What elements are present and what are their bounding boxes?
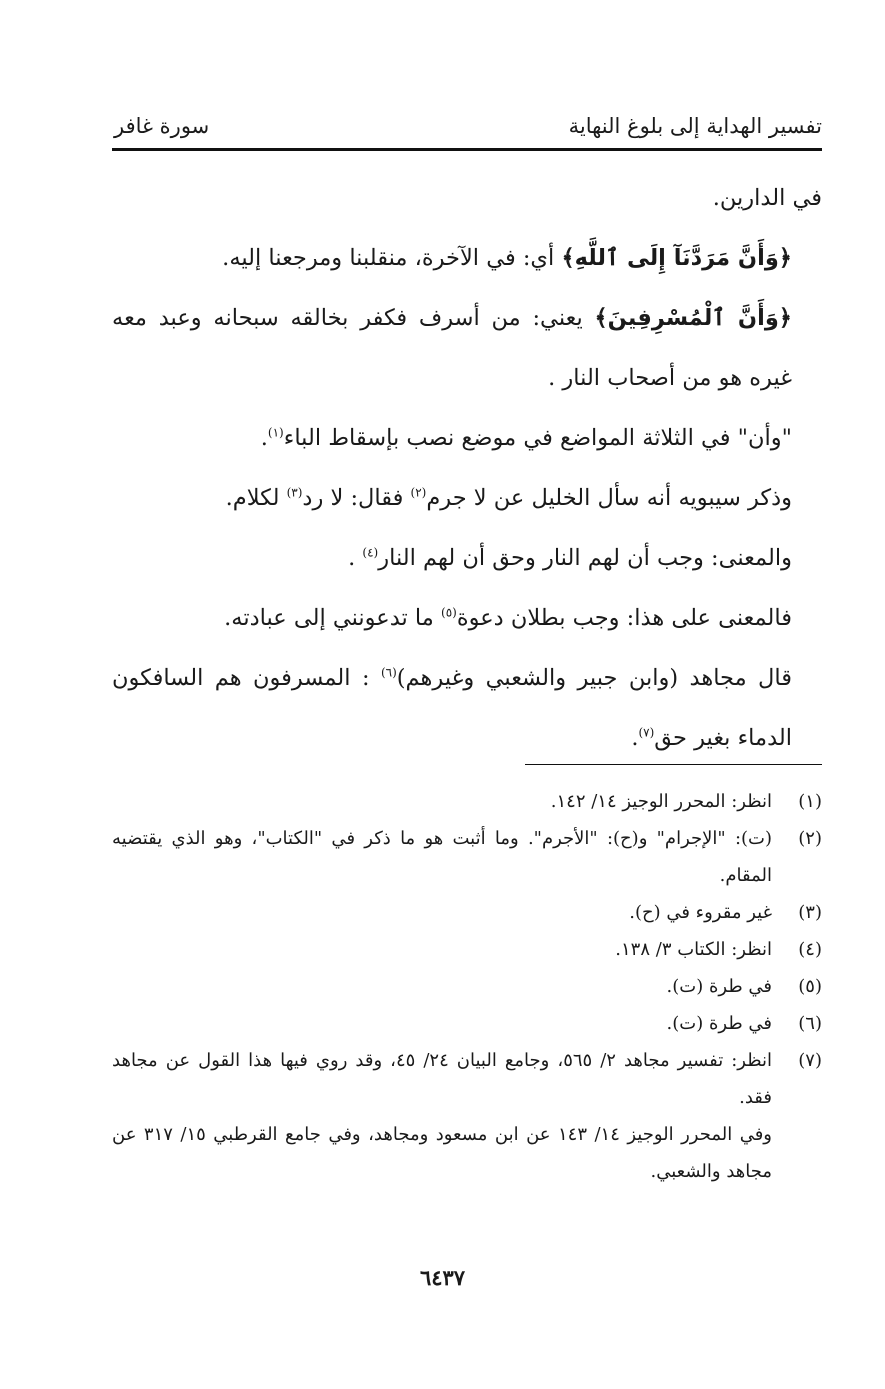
footnote-ref[interactable]: (٦) (380, 665, 397, 680)
text-line: في الدارين. (712, 185, 822, 211)
paragraph (112, 408, 822, 468)
footnote-ref[interactable]: (٣) (286, 485, 303, 500)
footnote-ref[interactable]: (٧) (638, 725, 655, 740)
footnote-ref[interactable]: (٥) (441, 605, 457, 620)
paragraph (112, 168, 822, 228)
footnote-divider (525, 764, 822, 765)
commentary-text: فقال: لا رد (302, 485, 404, 511)
paragraph (112, 288, 822, 408)
commentary-text: وذكر سيبويه أنه سأل الخليل عن لا جرم (426, 485, 792, 511)
paragraph (112, 588, 822, 648)
page-number: ٦٤٣٧ (419, 1265, 466, 1290)
footnotes (112, 783, 822, 1190)
surah-name: سورة غافر (114, 114, 210, 138)
commentary-text: والمعنى: وجب أن لهم النار وحق أن لهم النار (378, 545, 792, 571)
footnote-number: (١) (798, 791, 822, 812)
paragraph (112, 528, 822, 588)
book-title: تفسير الهداية إلى بلوغ النهاية (568, 114, 822, 138)
footnote-number: (٤) (798, 939, 822, 960)
footnote-number: (٢) (798, 828, 822, 849)
footnote-ref[interactable]: (٤) (362, 545, 379, 560)
commentary-text: يعني: من أسرف فكفر بخالقه سبحانه وعبد معه غيره هو من أصحاب النار . (112, 305, 792, 391)
footnote-text: انظر: الكتاب ٣/ ١٣٨. (615, 939, 772, 960)
footnote-item (112, 894, 822, 931)
footnote-item (112, 931, 822, 968)
commentary-text: : المسرفون هم السافكون الدماء بغير حق (112, 665, 792, 751)
commentary-text: ما تدعونني إلى عبادته. (224, 605, 434, 631)
footnote-number: (٥) (798, 976, 822, 997)
punctuation: . (631, 725, 639, 751)
footnote-item (112, 1042, 822, 1116)
footnote-item (112, 820, 822, 894)
footnote-text: انظر: المحرر الوجيز ١٤/ ١٤٢. (550, 791, 772, 812)
footnote-ref[interactable]: (٢) (410, 485, 427, 500)
paragraph (112, 228, 822, 288)
footnote-text: في طرة (ت). (666, 976, 772, 997)
footnote-number: (٣) (798, 902, 822, 923)
punctuation: . (260, 425, 268, 451)
paragraph (112, 648, 822, 768)
main-text (112, 168, 822, 768)
footnote-text: في طرة (ت). (666, 1013, 772, 1034)
footnote-text: انظر: تفسير مجاهد ٢/ ٥٦٥، وجامع البيان ٢٤/ ٤٥، وقد روي فيها هذا القول عن مجاهد فقد. (112, 1050, 772, 1108)
footnote-number: (٦) (798, 1013, 822, 1034)
commentary-text: قال مجاهد (وابن جبير والشعبي وغيرهم) (396, 665, 792, 691)
commentary-text: فالمعنى على هذا: وجب بطلان دعوة (456, 605, 792, 631)
footnote-continuation: وفي المحرر الوجيز ١٤/ ١٤٣ عن ابن مسعود ومجاهد، وفي جامع القرطبي ١٥/ ٣١٧ عن مجاهد والشعبي. (112, 1124, 772, 1182)
footnote-number: (٧) (798, 1050, 822, 1071)
running-header (112, 108, 822, 151)
paragraph (112, 468, 822, 528)
commentary-text: "وأن" في الثلاثة المواضع في موضع نصب بإسقاط الباء (283, 425, 792, 451)
footnote-item (112, 1005, 822, 1042)
commentary-text: لكلام. (225, 485, 280, 511)
footnote-item (112, 783, 822, 820)
quran-verse: ﴿وَأَنَّ مَرَدَّنَآ إِلَى ٱللَّهِ﴾ (561, 245, 792, 271)
commentary-text: أي: في الآخرة، منقلبنا ومرجعنا إليه. (222, 245, 555, 271)
quran-verse: ﴿وَأَنَّ ٱلْمُسْرِفِينَ﴾ (594, 305, 792, 331)
footnote-ref[interactable]: (١) (267, 425, 284, 440)
footnote-item (112, 968, 822, 1005)
footnote-text: (ت): "الإجرام" و(ح): "الأجرم". وما أثبت هو ما ذكر في "الكتاب"، وهو الذي يقتضيه المقام. (112, 828, 772, 886)
footnote-text: غير مقروء في (ح). (629, 902, 772, 923)
punctuation: . (348, 545, 356, 571)
